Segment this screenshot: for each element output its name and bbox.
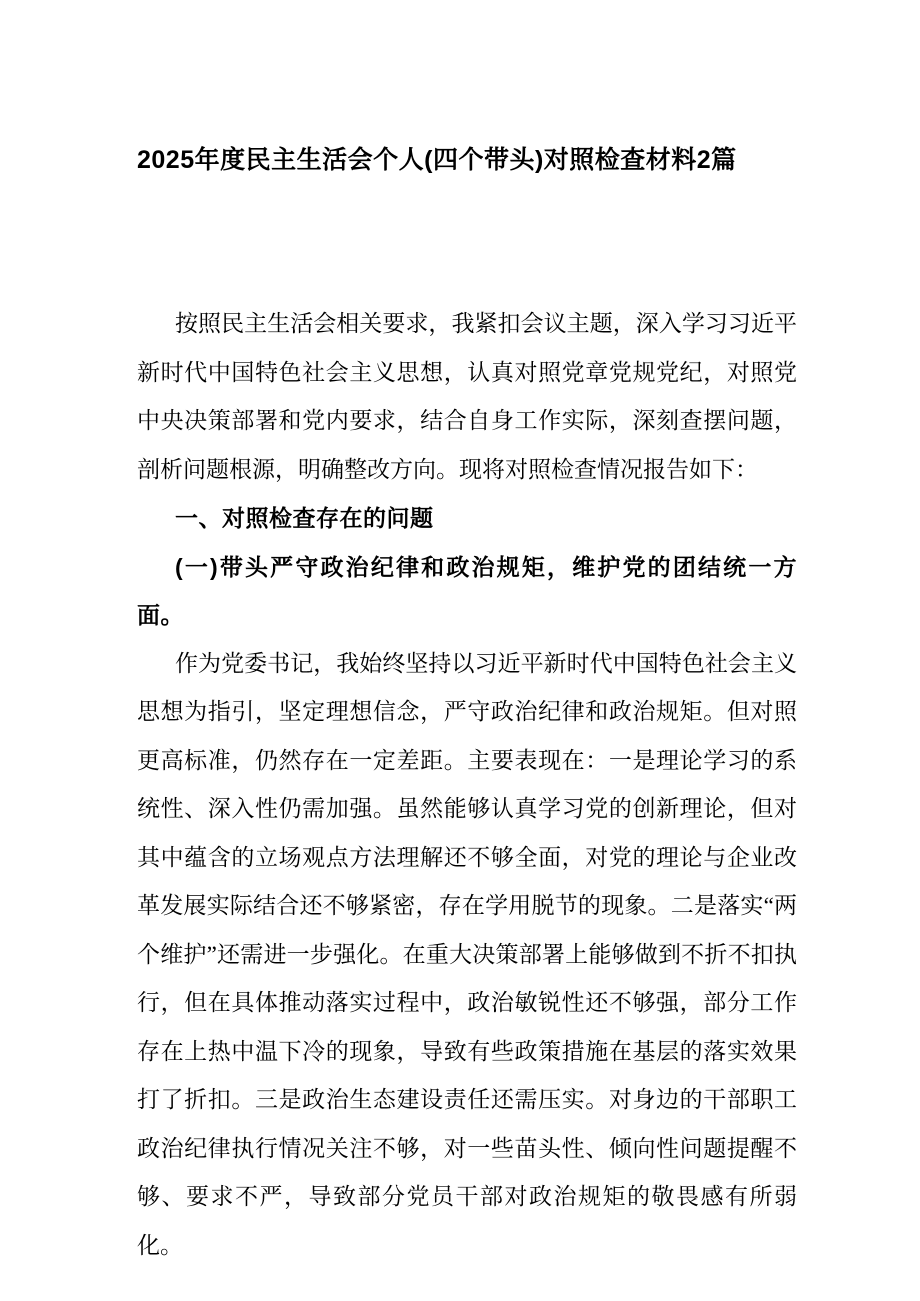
subsection-heading-political-discipline: (一)带头严守政治纪律和政治规矩，维护党的团结统一方面。 (137, 553, 797, 628)
section-heading-problems: 一、对照检查存在的问题 (175, 505, 434, 531)
paragraph-intro: 按照民主生活会相关要求，我紧扣会议主题，深入学习习近平新时代中国特色社会主义思想，认真对照党章党规党纪，对照党中央决策部署和党内要求，结合自身工作实际，深刻查摆问题，剖析问题根源，明确整改方向。现将对照检查情况报告如下： (137, 311, 797, 482)
document-body (137, 300, 797, 1270)
paragraph-self-review: 作为党委书记，我始终坚持以习近平新时代中国特色社会主义思想为指引，坚定理想信念，严守政治纪律和政治规矩。但对照更高标准，仍然存在一定差距。主要表现在：一是理论学习的系统性、深入性仍需加强。虽然能够认真学习党的创新理论，但对其中蕴含的立场观点方法理解还不够全面，对党的理论与企业改革发展实际结合还不够紧密，存在学用脱节的现象。二是落实“两个维护”还需进一步强化。在重大决策部署上能够做到不折不扣执行，但在具体推动落实过程中，政治敏锐性还不够强，部分工作存在上热中温下冷的现象，导致有些政策措施在基层的落实效果打了折扣。三是政治生态建设责任还需压实。对身边的干部职工政治纪律执行情况关注不够，对一些苗头性、倾向性问题提醒不够、要求不严，导致部分党员干部对政治规矩的敬畏感有所弱化。 (137, 650, 797, 1258)
document-title: 2025年度民主生活会个人(四个带头)对照检查材料2篇 (137, 146, 737, 174)
